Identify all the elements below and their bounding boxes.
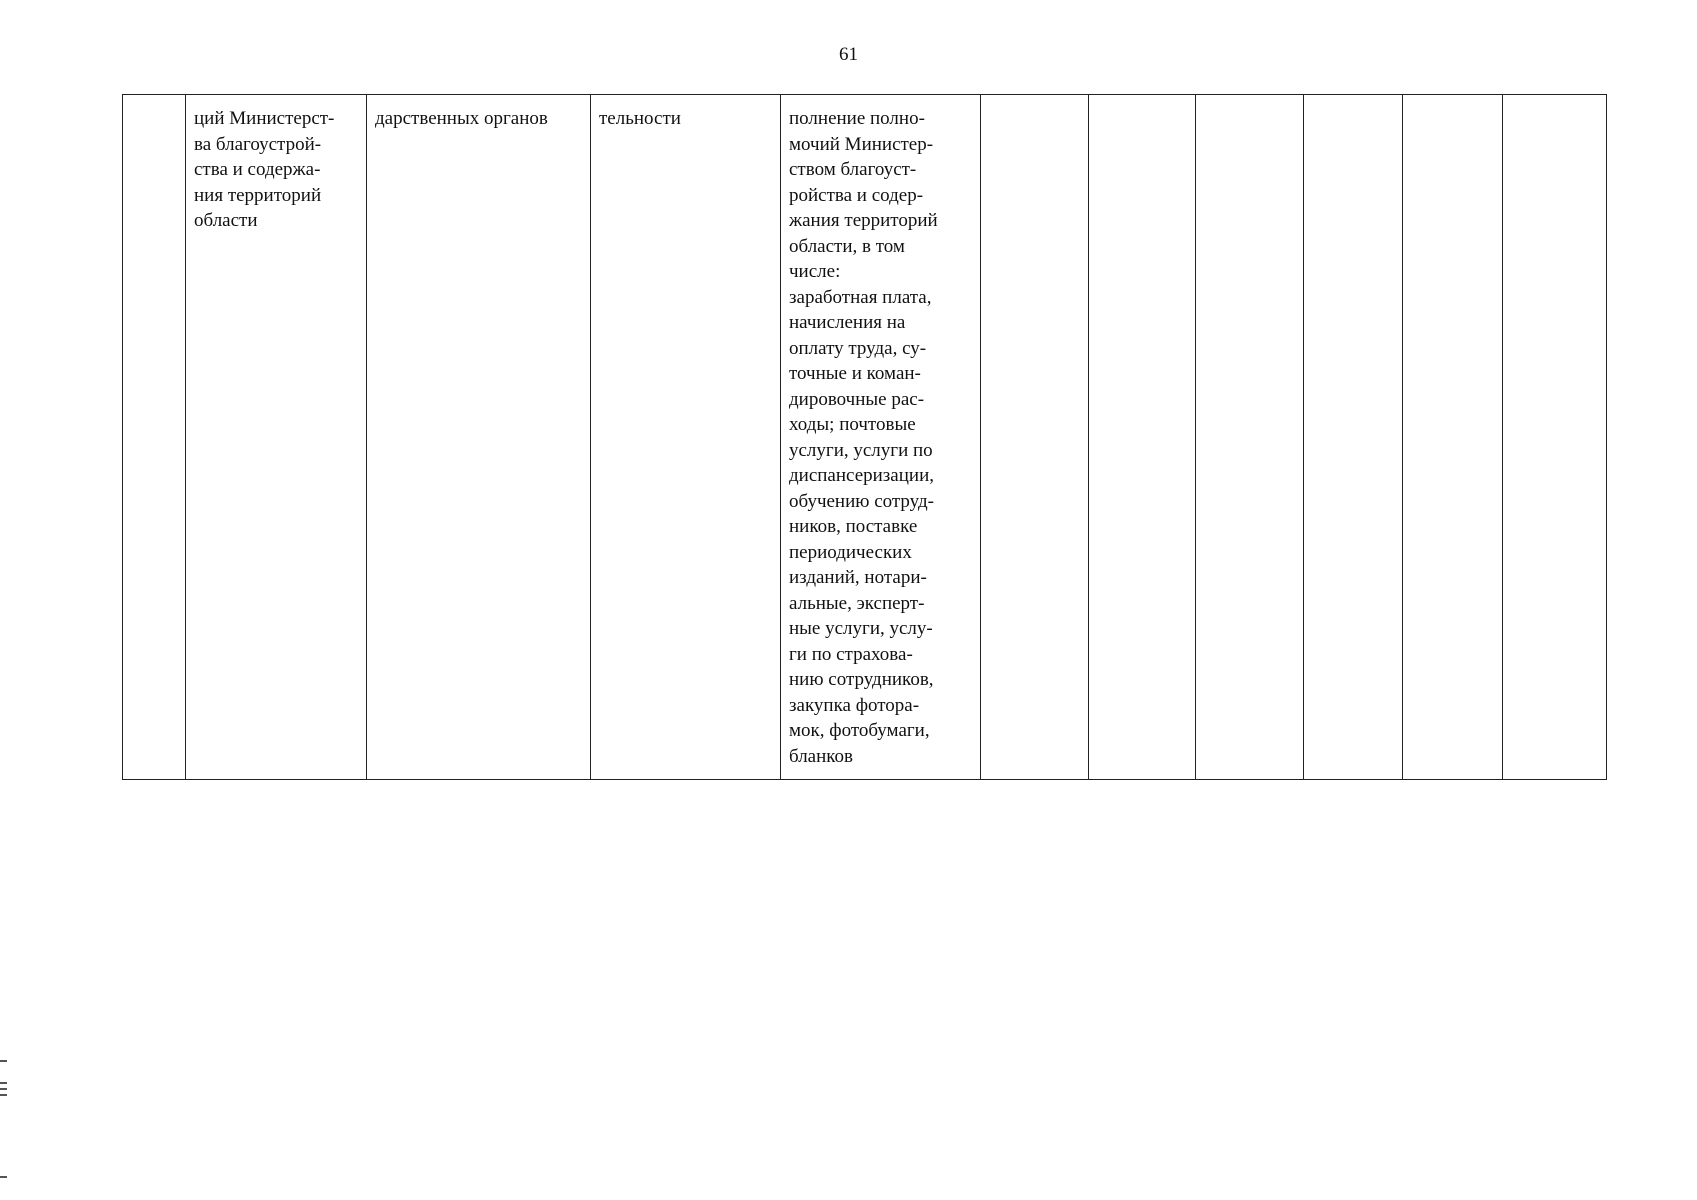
scan-edge-mark: [0, 1082, 7, 1084]
cell-value-6: [1503, 95, 1607, 780]
cell-value-3: [1196, 95, 1304, 780]
cell-authority: дарственных органов: [367, 95, 591, 780]
cell-value-4: [1304, 95, 1403, 780]
cell-responsible: ций Министерст- ва благоустрой- ства и содержа- ния территорий области: [186, 95, 367, 780]
document-table: [122, 94, 1607, 780]
scan-edge-mark: [0, 1094, 7, 1096]
scan-edge-mark: [0, 1060, 7, 1062]
scan-edge-mark: [0, 1088, 7, 1090]
cell-number: [123, 95, 186, 780]
cell-description: полнение полно- мочий Министер- ством благоуст- ройства и содер- жания территорий области, в том числе: заработная плата, начисления на оплату труда, су- точные и коман- дировочные рас- ходы; почтовые услуги, услуги по диспансеризации, обучению сотруд- ников, поставке периодических изданий, нотари- альные, эксперт- ные услуги, услу- ги по страхова- нию сотрудников, закупка фоторa- мок, фотобумаги, бланков: [781, 95, 981, 780]
cell-value-5: [1403, 95, 1503, 780]
cell-value-1: [981, 95, 1089, 780]
cell-activity: тельности: [591, 95, 781, 780]
scan-edge-mark: [0, 1176, 7, 1178]
cell-value-2: [1089, 95, 1196, 780]
table-row: [123, 95, 1607, 780]
page-number: 61: [839, 44, 858, 65]
